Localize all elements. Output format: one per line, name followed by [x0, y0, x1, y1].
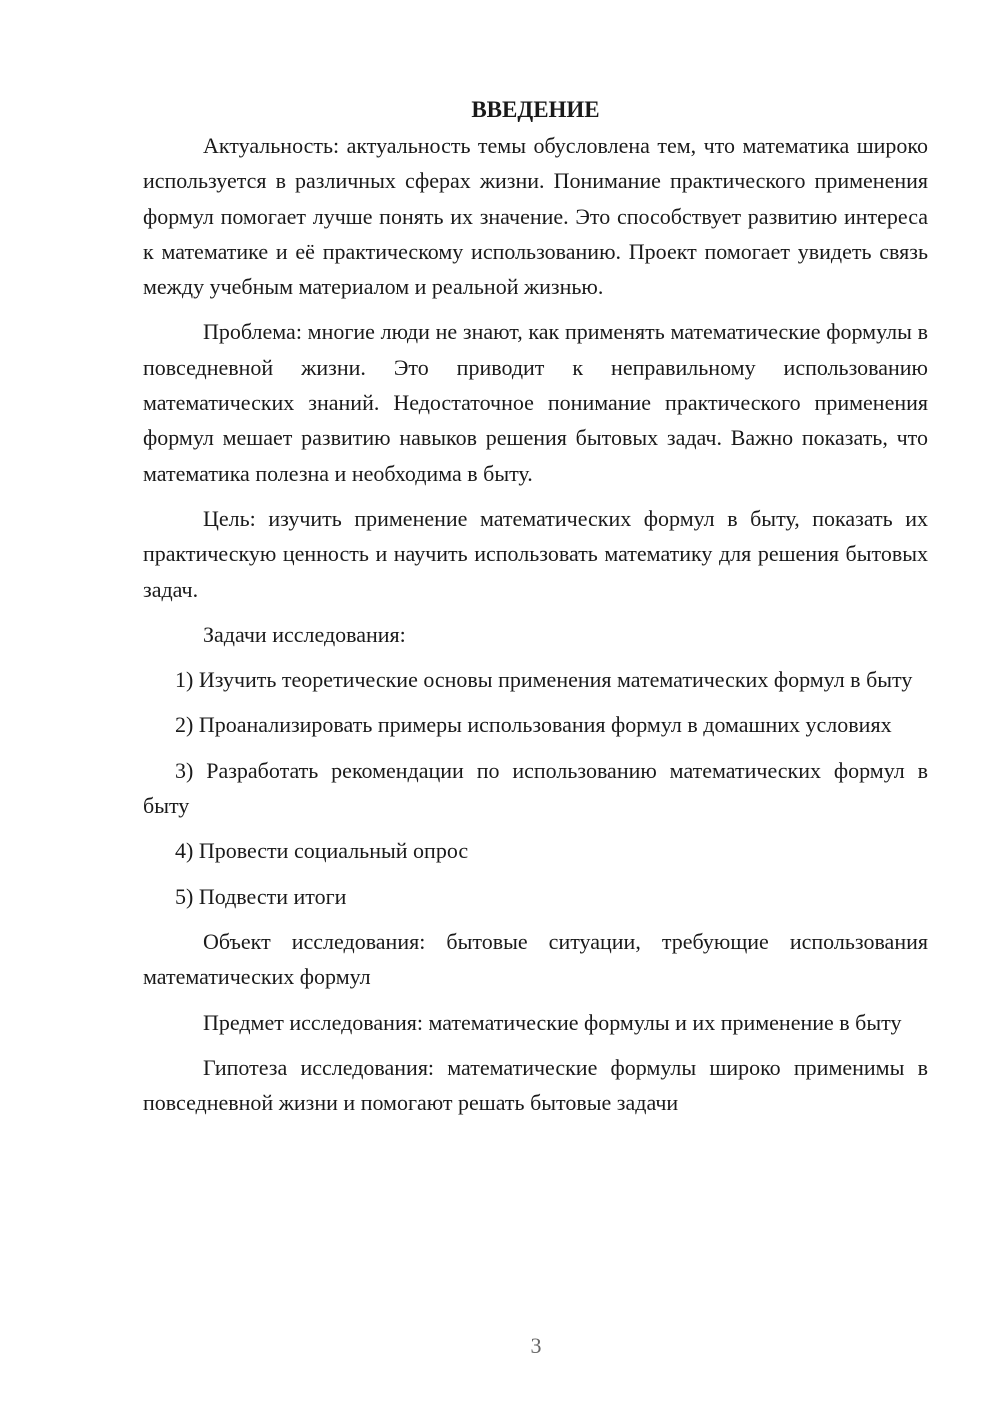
page-number: 3: [530, 1333, 542, 1358]
object-paragraph: Объект исследования: бытовые ситуации, требующие использования математических формул: [143, 928, 928, 990]
problem-paragraph: Проблема: многие люди не знают, как применять математические формулы в повседневной жизни. Это приводит к неправильному использованию математических знаний. Недостаточное понимание практического применения формул мешает развитию навыков решения бытовых задач. Важно показать, что математика полезна и необходима в быту.: [143, 319, 928, 486]
task-item-2: 2) Проанализировать примеры использования формул в домашних условиях: [175, 712, 892, 738]
task-item-3: 3) Разработать рекомендации по использованию математических формул в быту: [143, 757, 928, 819]
hypothesis-paragraph: Гипотеза исследования: математические формулы широко применимы в повседневной жизни и помогают решать бытовые задачи: [143, 1054, 928, 1116]
task-item-4: 4) Провести социальный опрос: [175, 838, 469, 864]
tasks-heading: Задачи исследования:: [203, 621, 406, 647]
relevance-paragraph: Актуальность: актуальность темы обусловлена тем, что математика широко используется в различных сферах жизни. Понимание практического применения формул помогает лучше понять их значение. Это способствует развитию интереса к математике и её практическому использованию. Проект помогает увидеть связь между учебным материалом и реальной жизнью.: [143, 133, 928, 300]
task-item-5: 5) Подвести итоги: [175, 883, 347, 909]
goal-paragraph: Цель: изучить применение математических формул в быту, показать их практическую ценность и научить использовать математику для решения бытовых задач.: [143, 505, 928, 602]
page-title: ВВЕДЕНИЕ: [471, 97, 600, 122]
subject-paragraph: Предмет исследования: математические формулы и их применение в быту: [203, 1009, 902, 1035]
task-item-1: 1) Изучить теоретические основы применения математических формул в быту: [175, 667, 913, 693]
document-page: [143, 92, 928, 1130]
